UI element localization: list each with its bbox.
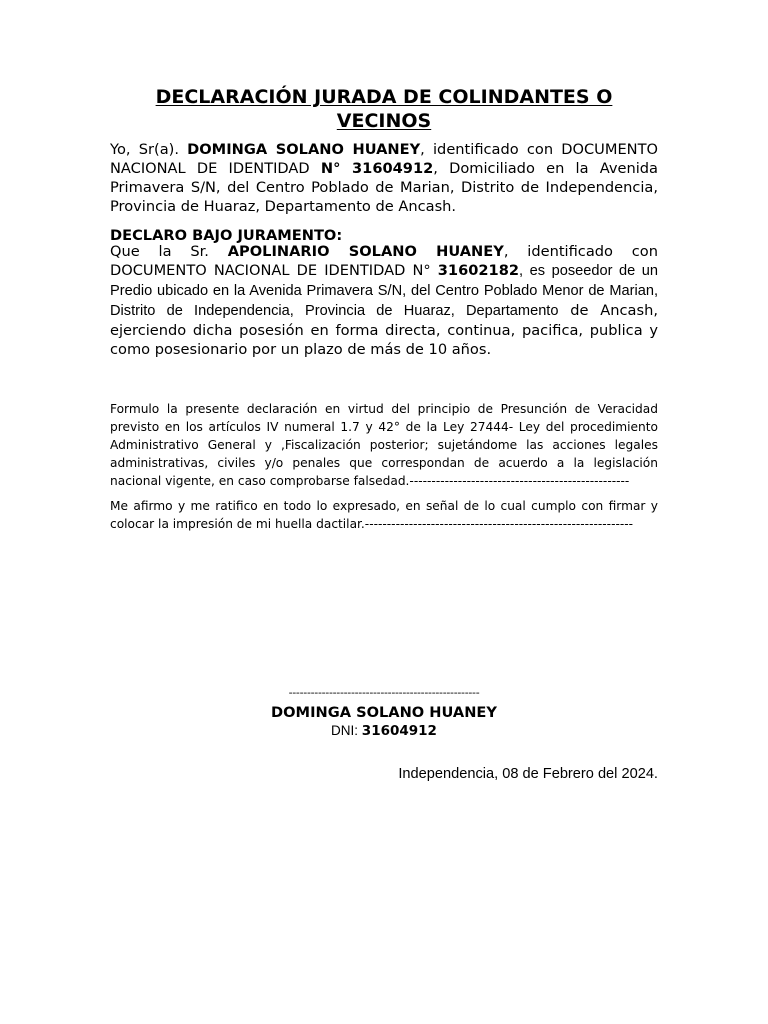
neighbor-property-text: , es poseedor de un Predio ubicado en la Avenida Primavera S/N, del Centro Poblado Menor de Marian, Distrito de Independencia, Provincia de Huaraz, Departamento xyxy=(110,263,658,319)
declarant-dni: N° 31604912 xyxy=(320,160,434,177)
declarant-address: , Domiciliado en la Avenida Primavera S/N, del Centro Poblado de Marian, Distrito de Independencia, Provincia de Huaraz, Departamento de Ancash. xyxy=(110,160,658,215)
declarant-name: DOMINGA SOLANO HUANEY xyxy=(187,141,421,158)
declarant-id-text: , identificado con DOCUMENTO NACIONAL DE IDENTIDAD xyxy=(110,141,658,177)
signature-line: ---------------------------------------------------- xyxy=(288,686,480,699)
document-title: DECLARACIÓN JURADA DE COLINDANTES O VECINOS xyxy=(155,86,613,132)
declarant-paragraph xyxy=(110,140,658,216)
signature-dni-label: DNI: xyxy=(331,723,362,738)
neighbor-paragraph xyxy=(110,242,658,359)
neighbor-id-text: , identificado con DOCUMENTO NACIONAL DE IDENTIDAD N° xyxy=(110,243,658,279)
neighbor-dni: 31602182 xyxy=(437,262,520,279)
neighbor-prefix: Que la Sr. xyxy=(110,243,228,260)
signature-dni xyxy=(0,722,768,740)
place-date: Independencia, 08 de Febrero del 2024. xyxy=(398,766,658,782)
oath-heading: DECLARO BAJO JURAMENTO: xyxy=(110,227,343,244)
declarant-prefix: Yo, Sr(a). xyxy=(110,141,188,158)
neighbor-possession-text: de Ancash, ejerciendo dicha posesión en forma directa, continua, pacifica, publica y como posesionario por un plazo de más de 10 años. xyxy=(110,302,658,358)
presuncion-paragraph: Formulo la presente declaración en virtud del principio de Presunción de Veracidad previsto en los artículos IV numeral 1.7 y 42° de la Ley 27444- Ley del procedimiento Administrativo General y ,Fiscalización posterior; sujetándome las acciones legales administrativas, civiles y/o penales que correspondan de acuerdo a la legislación nacional vigente, en caso comprobarse falsedad.-------------------------------------------------- xyxy=(110,402,658,488)
signature-dni-number: 31604912 xyxy=(361,723,437,739)
signature-name: DOMINGA SOLANO HUANEY xyxy=(271,704,497,721)
ratifico-paragraph: Me afirmo y me ratifico en todo lo expresado, en señal de lo cual cumplo con firmar y colocar la impresión de mi huella dactilar.------------------------------------------------------------- xyxy=(110,499,658,531)
neighbor-name: APOLINARIO SOLANO HUANEY xyxy=(227,243,504,260)
